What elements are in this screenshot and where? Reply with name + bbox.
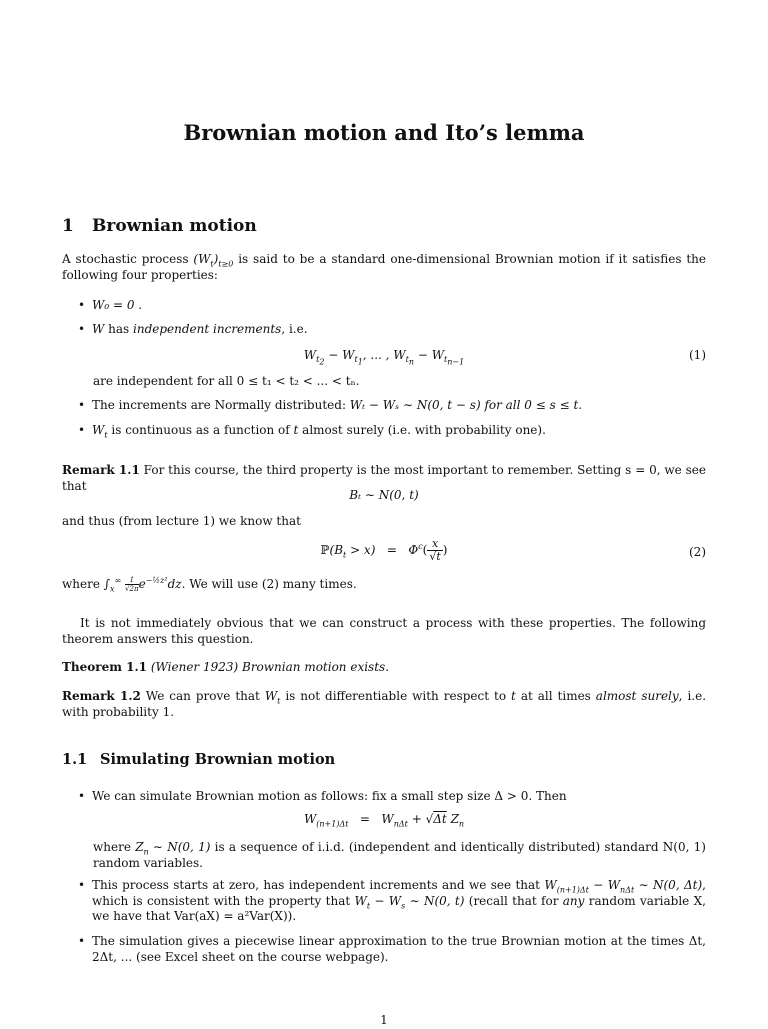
equation-bt: Bₜ ∼ N(0, t): [349, 488, 419, 502]
remark-label: Remark 1.1: [62, 463, 140, 477]
list-item: [80, 878, 706, 925]
bullet-continuation: are independent for all 0 ≤ t₁ < t₂ < ... < tₙ.: [93, 374, 360, 388]
bullet-text: W has independent increments, i.e.: [92, 322, 308, 336]
equation-2: $ℙ(B_t > x) = \Phi^c$( $\frac{x}{√t}$ ): [320, 537, 448, 563]
bullet-text: W₀ = 0 .: [92, 298, 143, 312]
theorem-text: (Wiener 1923) Brownian motion exists.: [150, 660, 390, 674]
section-heading: [62, 215, 257, 237]
bullet-text: The increments are Normally distributed: Wₜ − Wₛ ∼ N(0, t − s) for all 0 ≤ s ≤ t.: [92, 398, 583, 412]
bullet-dot: •: [78, 398, 86, 412]
bullet-dot: •: [78, 298, 86, 312]
list-item: [80, 934, 706, 965]
section-number: 1: [62, 216, 74, 236]
bullet-dot: •: [78, 322, 86, 336]
bullet-dot: •: [78, 423, 86, 437]
subsection-title: Simulating Brownian motion: [100, 751, 336, 768]
bullet-text: We can simulate Brownian motion as follows: fix a small step size Δ > 0. Then: [92, 789, 567, 803]
remark-label: Remark 1.2: [62, 689, 141, 703]
list-item: [80, 298, 706, 314]
remark-text: For this course, the third property is the most important to remember. Setting s = 0, we see that: [62, 463, 706, 493]
equation-simulation: $W_{(n+1)\Delta t} = W_{n\Delta t} + √\Delta t$ $Z_n$: [303, 812, 465, 829]
page-number: 1: [380, 1013, 388, 1027]
remark-continuation: and thus (from lecture 1) we know that: [62, 514, 301, 528]
intro-paragraph: [62, 252, 706, 283]
construct-paragraph: It is not immediately obvious that we can construct a process with these properties. The following theorem answers this question.: [62, 616, 706, 646]
list-item: [80, 322, 706, 338]
process-notation: $(W_t)_{t\ge 0}$: [193, 252, 234, 269]
section-title: Brownian motion: [92, 216, 257, 236]
bullet-text: This process starts at zero, has independent increments and we see that $W_{(n+1)\Delta t} - W_{n\Delta t}$ ∼ N(0, Δt), which is consistent with the property that $W_t - W_s$ ∼ N(0, t) (recall that for any random variable X, we have that Var(aX) = a²Var(X)).: [92, 878, 706, 923]
bullet-text: The simulation gives a piecewise linear approximation to the true Brownian motion at the times Δt, 2Δt, ... (see Excel sheet on the course webpage).: [92, 934, 706, 964]
page-title: Brownian motion and Ito’s lemma: [183, 120, 585, 145]
equation-number: (1): [689, 348, 706, 362]
bullet-dot: •: [78, 789, 86, 803]
intro-text-1: A stochastic process: [62, 252, 194, 266]
bullet-dot: •: [78, 934, 86, 948]
theorem-1-1: [62, 660, 706, 676]
bullet-dot: •: [78, 878, 86, 892]
bullet-continuation: where $Z_n$ ∼ N(0, 1) is a sequence of i.i.d. (independent and identically distributed) standard N(0, 1) random variables.: [93, 840, 706, 870]
where-line: where $\int_x^\infty$ $\frac{1}{√2\pi}e^{-\frac{1}{2}z^2}dz$. We will use (2) many times.: [62, 576, 357, 594]
equation-number: (2): [689, 545, 706, 559]
subsection-heading: [62, 750, 335, 770]
subsection-number: 1.1: [62, 751, 88, 768]
equation-1: $W_{t_2} - W_{t_1}$, ... , $W_{t_n} - W_{t_{n-1}}$: [303, 348, 465, 367]
bullet-text: $W_t$ is continuous as a function of t almost surely (i.e. with probability one).: [92, 423, 546, 440]
intro-text-2: is said to be a standard one-dimensional Brownian motion if it satisfies the following four properties:: [62, 252, 706, 282]
list-item: [80, 398, 706, 414]
list-item: [80, 789, 706, 805]
list-item: [80, 423, 706, 439]
phi-c-definition: $\int_x^\infty$ $\frac{1}{√2\pi}e^{-\frac{1}{2}z^2}dz$: [103, 576, 182, 594]
remark-1-2: Remark 1.2 We can prove that $W_t$ is not differentiable with respect to t at all times almost surely, i.e. with probability 1.: [62, 689, 707, 719]
theorem-label: Theorem 1.1: [62, 660, 148, 674]
